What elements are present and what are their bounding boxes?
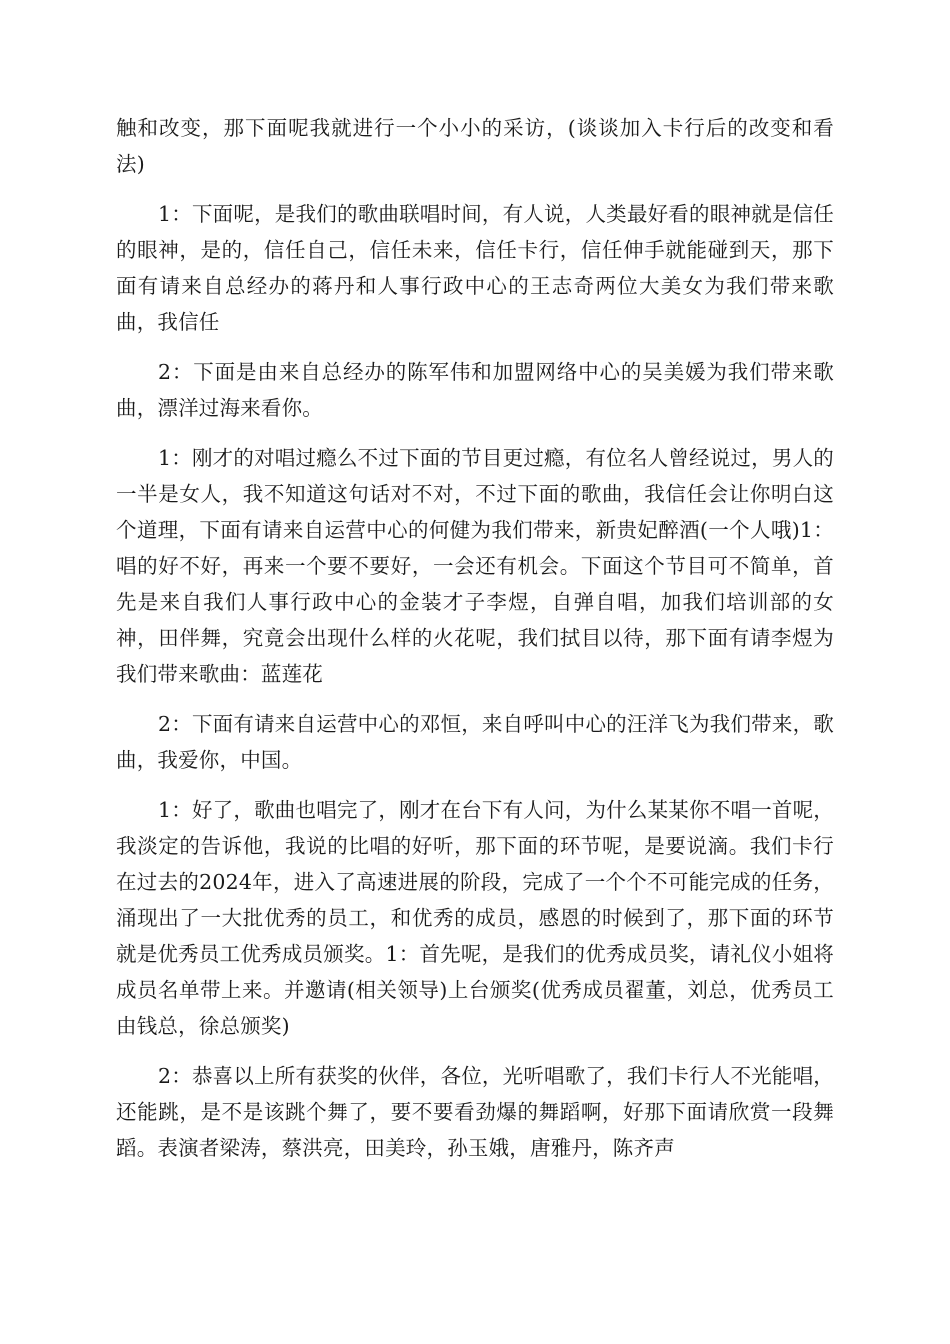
paragraph-2: 1：下面呢，是我们的歌曲联唱时间，有人说，人类最好看的眼神就是信任的眼神，是的，信任自己，信任未来，信任卡行，信任伸手就能碰到天，那下面有请来自总经办的蒋丹和人事行政中心的王志奇两位大美女为我们带来歌曲，我信任 xyxy=(116,202,834,334)
paragraph-5: 2：下面有请来自运营中心的邓恒，来自呼叫中心的汪洋飞为我们带来，歌曲，我爱你，中国。 xyxy=(116,712,834,772)
paragraph-1: 触和改变，那下面呢我就进行一个小小的采访，(谈谈加入卡行后的改变和看法) xyxy=(116,116,834,176)
paragraph-6: 1：好了，歌曲也唱完了，刚才在台下有人问，为什么某某你不唱一首呢，我淡定的告诉他，我说的比唱的好听，那下面的环节呢，是要说滴。我们卡行在过去的2024年，进入了高速进展的阶段，完成了一个个不可能完成的任务，涌现出了一大批优秀的员工，和优秀的成员，感恩的时候到了，那下面的环节就是优秀员工优秀成员颁奖。1：首先呢，是我们的优秀成员奖，请礼仪小姐将成员名单带上来。并邀请(相关领导)上台颁奖(优秀成员翟董，刘总，优秀员工由钱总，徐总颁奖) xyxy=(116,798,834,1038)
paragraph-7: 2：恭喜以上所有获奖的伙伴，各位，光听唱歌了，我们卡行人不光能唱，还能跳，是不是该跳个舞了，要不要看劲爆的舞蹈啊，好那下面请欣赏一段舞蹈。表演者梁涛，蔡洪亮，田美玲，孙玉娥，唐雅丹，陈齐声 xyxy=(116,1064,834,1160)
document-body xyxy=(116,110,834,1180)
paragraph-3: 2：下面是由来自总经办的陈军伟和加盟网络中心的吴美媛为我们带来歌曲，漂洋过海来看你。 xyxy=(116,360,834,420)
paragraph-4: 1：刚才的对唱过瘾么不过下面的节目更过瘾，有位名人曾经说过，男人的一半是女人，我不知道这句话对不对，不过下面的歌曲，我信任会让你明白这个道理，下面有请来自运营中心的何健为我们带来，新贵妃醉酒(一个人哦)1：唱的好不好，再来一个要不要好，一会还有机会。下面这个节目可不简单，首先是来自我们人事行政中心的金装才子李煜，自弹自唱，加我们培训部的女神，田伴舞，究竟会出现什么样的火花呢，我们拭目以待，那下面有请李煜为我们带来歌曲：蓝莲花 xyxy=(116,446,834,686)
